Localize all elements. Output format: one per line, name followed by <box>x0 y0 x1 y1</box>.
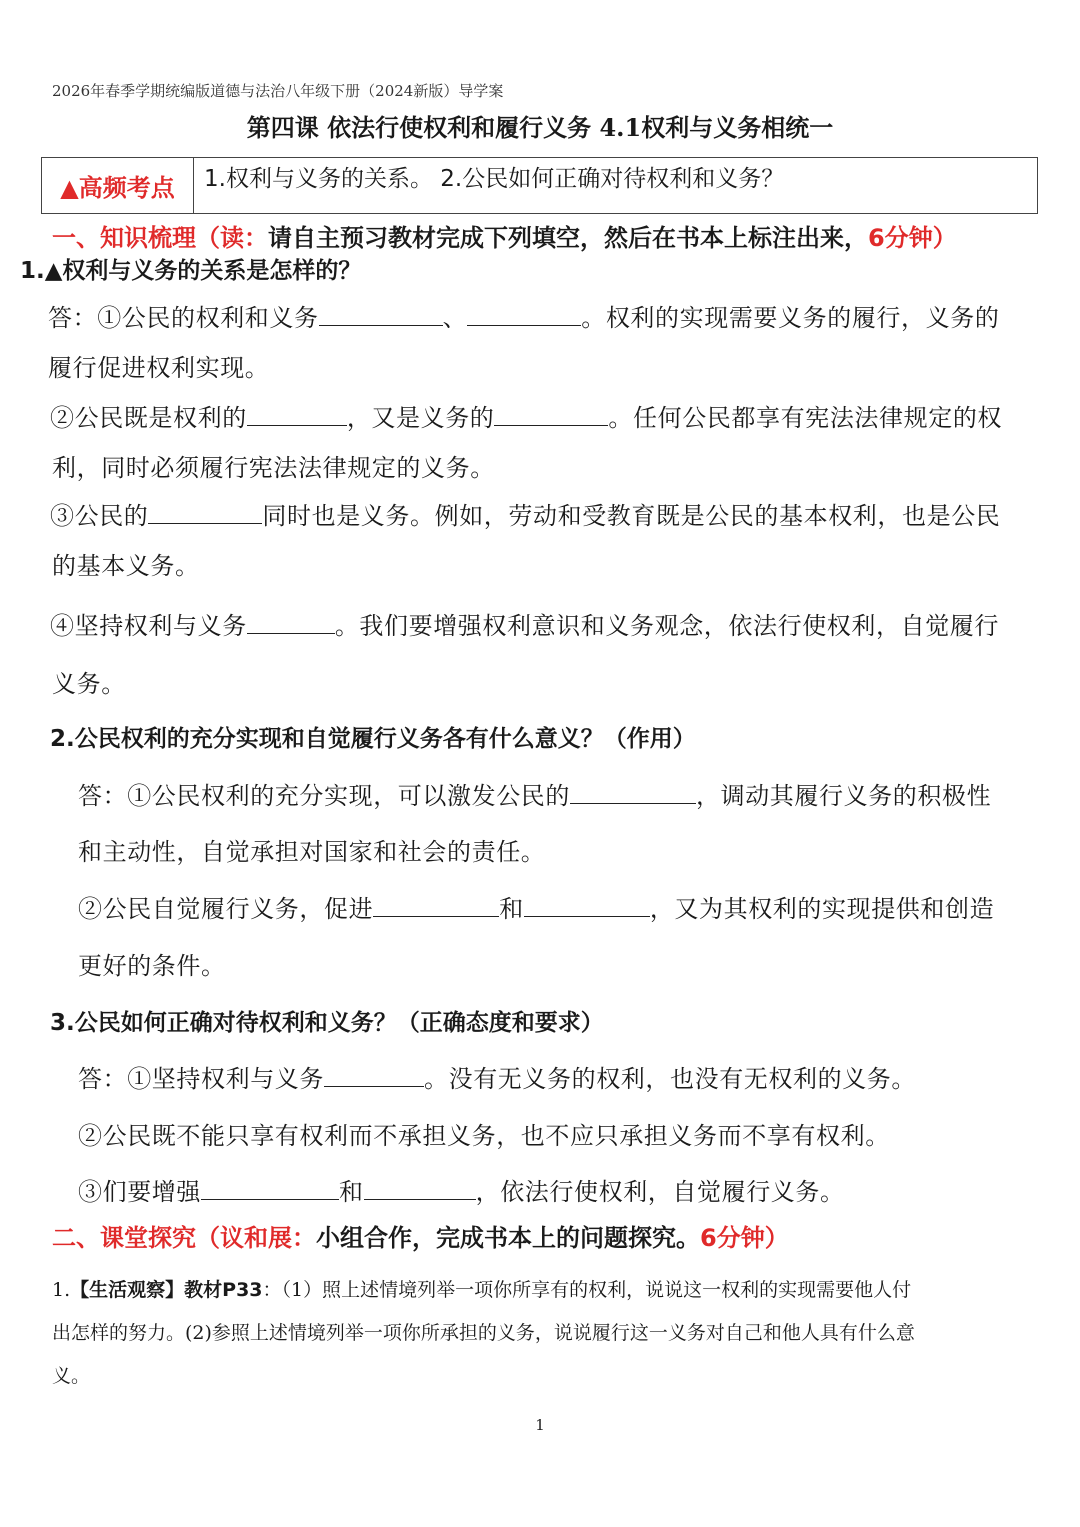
section-2-title: 二、课堂探究（议和展：小组合作，完成书本上的问题探究。6分钟） <box>52 1224 789 1252</box>
question-2-title: 2.公民权利的充分实现和自觉履行义务各有什么意义？（作用） <box>50 726 696 752</box>
q3-answer-line-2: ②公民既不能只享有权利而不承担义务，也不应只承担义务而不享有权利。 <box>78 1122 890 1150</box>
activity-line-3: 义。 <box>52 1365 91 1387</box>
q2-answer-line-1: 答：①公民权利的充分实现，可以激发公民的 ，调动其履行义务的积极性 <box>78 782 992 810</box>
q1-answer-line-8: 义务。 <box>52 670 126 698</box>
lesson-title: 第四课 依法行使权利和履行义务 4.1权利与义务相统一 <box>246 113 834 142</box>
key-points-label: ▲高频考点 <box>42 158 194 213</box>
fill-blank[interactable] <box>319 303 443 326</box>
q1-answer-line-5: ③公民的 同时也是义务。例如，劳动和受教育既是公民的基本权利，也是公民 <box>50 502 1001 530</box>
page-number: 1 <box>535 1416 545 1434</box>
fill-blank[interactable] <box>494 403 608 426</box>
q3-answer-line-1: 答：①坚持权利与义务 。没有无义务的权利，也没有无权利的义务。 <box>78 1065 916 1093</box>
q3-answer-line-3: ③们要增强 和 ，依法行使权利，自觉履行义务。 <box>78 1178 845 1206</box>
fill-blank[interactable] <box>148 501 262 524</box>
fill-blank[interactable] <box>373 894 499 917</box>
key-points-content: 1.权利与义务的关系。 2.公民如何正确对待权利和义务？ <box>204 166 785 192</box>
question-1-title: 1.▲权利与义务的关系是怎样的？ <box>20 258 362 284</box>
fill-blank[interactable] <box>247 611 335 634</box>
q1-answer-line-3: ②公民既是权利的 ，又是义务的 。任何公民都享有宪法法律规定的权 <box>50 404 1003 432</box>
fill-blank[interactable] <box>364 1177 476 1200</box>
q1-answer-line-7: ④坚持权利与义务 。我们要增强权利意识和义务观念，依法行使权利，自觉履行 <box>50 612 1000 640</box>
fill-blank[interactable] <box>201 1177 339 1200</box>
question-3-title: 3.公民如何正确对待权利和义务？（正确态度和要求） <box>50 1010 604 1036</box>
q1-answer-line-6: 的基本义务。 <box>52 552 200 580</box>
fill-blank[interactable] <box>247 403 347 426</box>
section-1-title: 一、知识梳理（读：请自主预习教材完成下列填空，然后在书本上标注出来，6分钟） <box>52 224 957 252</box>
q1-answer-line-1: 答：①公民的权利和义务 、 。权利的实现需要义务的履行，义务的 <box>48 304 1000 332</box>
fill-blank[interactable] <box>467 303 581 326</box>
q2-answer-line-3: ②公民自觉履行义务，促进 和 ，又为其权利的实现提供和创造 <box>78 895 995 923</box>
activity-line-1: 1.【生活观察】教材P33：（1）照上述情境列举一项你所享有的权利，说说这一权利的实现需要他人付 <box>52 1279 912 1301</box>
fill-blank[interactable] <box>570 781 696 804</box>
q2-answer-line-4: 更好的条件。 <box>78 952 226 980</box>
fill-blank[interactable] <box>324 1064 424 1087</box>
document-header: 2026年春季学期统编版道德与法治八年级下册（2024新版）导学案 <box>52 82 504 100</box>
q1-answer-line-2: 履行促进权利实现。 <box>48 354 270 382</box>
key-points-box <box>41 157 1038 214</box>
activity-line-2: 出怎样的努力。(2)参照上述情境列举一项你所承担的义务，说说履行这一义务对自己和他人具有什么意 <box>52 1322 915 1344</box>
fill-blank[interactable] <box>524 894 650 917</box>
q1-answer-line-4: 利，同时必须履行宪法法律规定的义务。 <box>52 454 495 482</box>
q2-answer-line-2: 和主动性，自觉承担对国家和社会的责任。 <box>78 838 546 866</box>
